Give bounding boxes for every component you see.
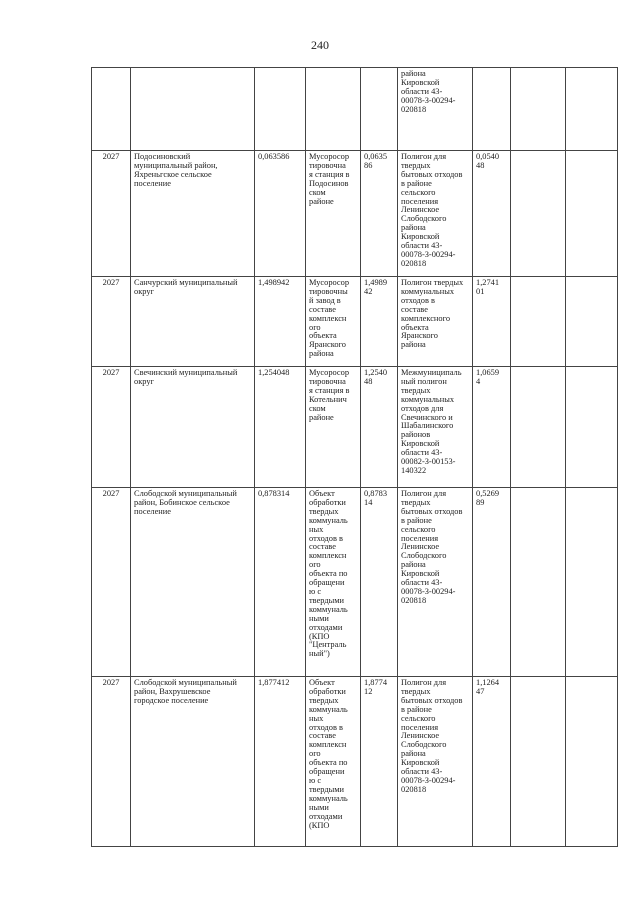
cell-empty bbox=[511, 677, 566, 847]
cell-value-2 bbox=[361, 277, 398, 367]
cell-facility bbox=[306, 488, 361, 677]
cell-empty bbox=[511, 367, 566, 488]
cell-empty bbox=[566, 367, 618, 488]
cell-facility-text: Мусоросор тировочна я станция в Подосинов ском районе bbox=[309, 152, 350, 206]
cell-value-1-text: 1,254048 bbox=[258, 368, 290, 377]
cell-year bbox=[92, 367, 131, 488]
cell-empty bbox=[566, 277, 618, 367]
cell-municipality-text: Свечинский муниципальный округ bbox=[134, 368, 238, 386]
cell-value-2-text: 1,2540 48 bbox=[364, 368, 388, 386]
cell-municipality-text: Подосиновский муниципальный район, Яхреньгское сельское поселение bbox=[134, 152, 218, 188]
cell-value-2 bbox=[361, 677, 398, 847]
cell-value-1 bbox=[255, 488, 306, 677]
cell-landfill-text: Полигон для твердых бытовых отходов в районе сельского поселения Ленинское Слободского района Кировской области 43- 00078-З-00294- 020818 bbox=[401, 678, 463, 794]
table-row bbox=[92, 277, 618, 367]
table-row bbox=[92, 68, 618, 151]
cell-value-3 bbox=[473, 677, 511, 847]
cell-year-text: 2027 bbox=[102, 152, 120, 161]
cell-municipality bbox=[131, 367, 255, 488]
cell-value-3 bbox=[473, 151, 511, 277]
cell-facility-text: Мусоросор тировочны й завод в составе комплексн ого объекта Яранского района bbox=[309, 278, 350, 359]
cell-landfill-text: Межмуниципаль ный полигон твердых коммунальных отходов для Свечинского и Шабалинского районов Кировской области 43- 00082-З-00153- 140322 bbox=[401, 368, 462, 475]
cell-empty bbox=[566, 68, 618, 151]
cell-value-2-text: 0,8783 14 bbox=[364, 489, 388, 507]
cell-municipality-text: Слободской муниципальный район, Вахрушевское городское поселение bbox=[134, 678, 237, 705]
cell-value-3 bbox=[473, 277, 511, 367]
cell-landfill-text: Полигон твердых коммунальных отходов в составе комплексного объекта Яранского района bbox=[401, 278, 464, 350]
table-row bbox=[92, 677, 618, 847]
cell-empty bbox=[566, 677, 618, 847]
cell-year-text: 2027 bbox=[102, 489, 120, 498]
cell-year bbox=[92, 68, 131, 151]
cell-value-1-text: 0,878314 bbox=[258, 489, 290, 498]
cell-landfill-text: Полигон для твердых бытовых отходов в районе сельского поселения Ленинское Слободского района Кировской области 43- 00078-З-00294- 020818 bbox=[401, 152, 463, 268]
cell-value-2-text: 0,0635 86 bbox=[364, 152, 388, 170]
cell-facility-text: Объект обработки твердых коммуналь ных отходов в составе комплексн ого объекта по обращени ю с твердыми коммуналь ными отходами (КПО bbox=[309, 678, 348, 830]
page-number: 240 bbox=[311, 38, 329, 52]
cell-value-2 bbox=[361, 68, 398, 151]
table-row bbox=[92, 488, 618, 677]
cell-empty bbox=[511, 277, 566, 367]
cell-landfill-text: района Кировской области 43- 00078-З-00294- 020818 bbox=[401, 69, 456, 114]
cell-municipality-text: Санчурский муниципальный округ bbox=[134, 278, 238, 296]
cell-value-3-text: 1,2741 01 bbox=[476, 278, 500, 296]
cell-facility bbox=[306, 367, 361, 488]
cell-value-1-text: 1,498942 bbox=[258, 278, 290, 287]
table-row bbox=[92, 367, 618, 488]
cell-value-3 bbox=[473, 68, 511, 151]
cell-year bbox=[92, 277, 131, 367]
cell-year bbox=[92, 488, 131, 677]
cell-facility bbox=[306, 677, 361, 847]
cell-value-2 bbox=[361, 151, 398, 277]
cell-landfill bbox=[398, 488, 473, 677]
cell-municipality bbox=[131, 151, 255, 277]
cell-facility bbox=[306, 68, 361, 151]
cell-value-2 bbox=[361, 367, 398, 488]
cell-value-1 bbox=[255, 277, 306, 367]
cell-facility bbox=[306, 151, 361, 277]
cell-year bbox=[92, 677, 131, 847]
data-table bbox=[91, 67, 618, 847]
cell-municipality-text: Слободской муниципальный район, Бобинское сельское поселение bbox=[134, 489, 237, 516]
cell-municipality bbox=[131, 677, 255, 847]
cell-empty bbox=[566, 151, 618, 277]
cell-landfill bbox=[398, 677, 473, 847]
cell-value-1 bbox=[255, 151, 306, 277]
cell-year-text: 2027 bbox=[102, 678, 120, 687]
cell-value-1 bbox=[255, 68, 306, 151]
table-row bbox=[92, 151, 618, 277]
cell-facility-text: Мусоросор тировочна я станция в Котельнич ском районе bbox=[309, 368, 350, 422]
cell-value-1-text: 1,877412 bbox=[258, 678, 290, 687]
cell-value-3-text: 1,0659 4 bbox=[476, 368, 500, 386]
cell-landfill bbox=[398, 151, 473, 277]
cell-empty bbox=[511, 488, 566, 677]
cell-value-2-text: 1,4989 42 bbox=[364, 278, 388, 296]
cell-municipality bbox=[131, 68, 255, 151]
cell-empty bbox=[511, 151, 566, 277]
cell-value-1-text: 0,063586 bbox=[258, 152, 290, 161]
cell-landfill bbox=[398, 367, 473, 488]
cell-value-2 bbox=[361, 488, 398, 677]
cell-landfill-text: Полигон для твердых бытовых отходов в районе сельского поселения Ленинское Слободского района Кировской области 43- 00078-З-00294- 020818 bbox=[401, 489, 463, 605]
cell-value-1 bbox=[255, 677, 306, 847]
cell-municipality bbox=[131, 488, 255, 677]
cell-year bbox=[92, 151, 131, 277]
cell-value-3-text: 0,5269 89 bbox=[476, 489, 500, 507]
cell-value-3 bbox=[473, 367, 511, 488]
cell-landfill bbox=[398, 68, 473, 151]
cell-year-text: 2027 bbox=[102, 368, 120, 377]
cell-empty bbox=[566, 488, 618, 677]
cell-value-2-text: 1,8774 12 bbox=[364, 678, 388, 696]
cell-value-3-text: 0,0540 48 bbox=[476, 152, 500, 170]
cell-facility-text: Объект обработки твердых коммуналь ных отходов в составе комплексн ого объекта по обращени ю с твердыми коммуналь ными отходами (КПО "Централь ный") bbox=[309, 489, 348, 659]
cell-value-3-text: 1,1264 47 bbox=[476, 678, 500, 696]
cell-year-text: 2027 bbox=[102, 278, 120, 287]
cell-value-3 bbox=[473, 488, 511, 677]
cell-municipality bbox=[131, 277, 255, 367]
cell-landfill bbox=[398, 277, 473, 367]
cell-facility bbox=[306, 277, 361, 367]
cell-empty bbox=[511, 68, 566, 151]
cell-value-1 bbox=[255, 367, 306, 488]
